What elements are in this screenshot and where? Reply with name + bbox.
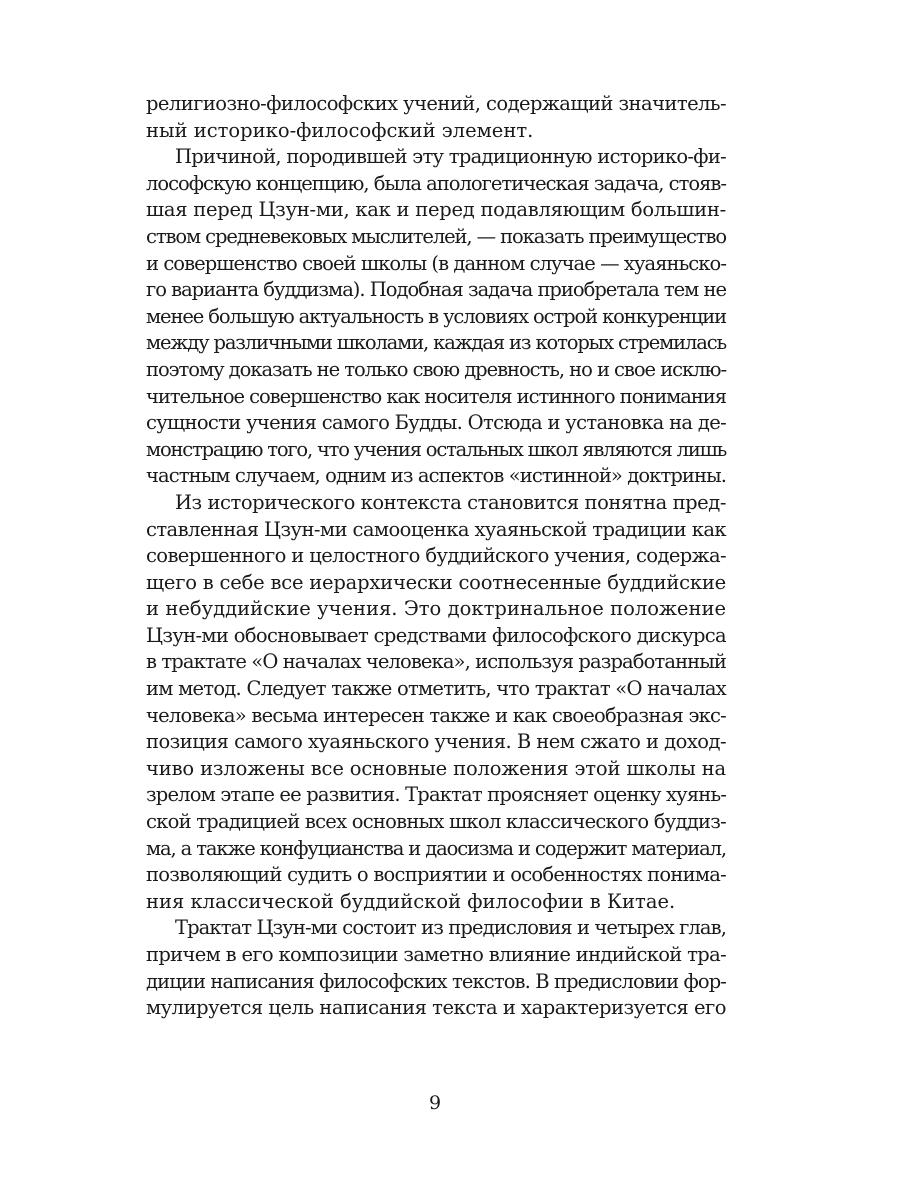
text-line: человека» весьма интересен также и как своеобразная экс- bbox=[146, 703, 726, 727]
text-line: в трактате «О началах человека», используя разработанный bbox=[146, 650, 726, 674]
text-line: чительное совершенство как носителя истинного понимания bbox=[146, 384, 726, 408]
text-line: зрелом этапе ее развития. Трактат проясняет оценку хуянь- bbox=[146, 783, 726, 807]
text-line: между различными школами, каждая из которых стремилась bbox=[146, 331, 727, 355]
text-line: ской традицией всех основных школ классического буддиз- bbox=[146, 810, 726, 834]
text-line: религиозно-философских учений, содержащий значитель- bbox=[146, 92, 726, 115]
text-line: щего в себе все иерархически соотнесенные буддийские bbox=[146, 570, 726, 594]
text-line: и небуддийские учения. Это доктринальное положение bbox=[146, 597, 726, 621]
text-line: шая перед Цзун-ми, как и перед подавляющим большин- bbox=[146, 198, 726, 222]
text-line: ством средневековых мыслителей, — показать преимущество bbox=[146, 224, 726, 248]
text-line: позволяющий судить о восприятии и особенностях понима- bbox=[146, 863, 727, 887]
body-text bbox=[146, 91, 726, 1022]
text-line: совершенного и целостного буддийского учения, содержа- bbox=[146, 544, 726, 568]
text-line: позиция самого хуаяньского учения. В нем сжато и доход- bbox=[146, 730, 727, 754]
text-line: им метод. Следует также отметить, что трактат «О началах bbox=[146, 677, 726, 701]
text-line: и совершенство своей школы (в данном случае — хуаяньско- bbox=[146, 251, 726, 275]
page-number: 9 bbox=[428, 1092, 442, 1114]
text-line: мулируется цель написания текста и характеризуется его bbox=[146, 996, 726, 1020]
text-line: ставленная Цзун-ми самооценка хуаяньской традиции как bbox=[146, 517, 726, 541]
text-line: сущности учения самого Будды. Отсюда и установка на де- bbox=[146, 411, 726, 435]
text-line: ный историко-философский элемент. bbox=[146, 118, 534, 142]
text-line: ма, а также конфуцианства и даосизма и содержит материал, bbox=[146, 836, 726, 860]
text-line: монстрацию того, что учения остальных школ являются лишь bbox=[146, 437, 726, 461]
text-line: Причиной, породившей эту традиционную историко-фи- bbox=[175, 145, 726, 169]
text-line: причем в его композиции заметно влияние индийской тра- bbox=[146, 943, 726, 966]
text-line: лософскую концепцию, была апологетическая задача, стояв- bbox=[146, 171, 726, 195]
text-line: ния классической буддийской философии в Китае. bbox=[146, 889, 676, 913]
text-line: чиво изложены все основные положения этой школы на bbox=[146, 756, 726, 780]
text-line: частным случаем, одним из аспектов «истинной» доктрины. bbox=[146, 464, 726, 488]
text-line: диции написания философских текстов. В предисловии фор- bbox=[146, 969, 726, 993]
text-line: Трактат Цзун-ми состоит из предисловия и четырех глав, bbox=[175, 916, 726, 940]
text-line: поэтому доказать не только свою древность, но и свое исклю- bbox=[146, 357, 726, 381]
text-line: го варианта буддизма). Подобная задача приобретала тем не bbox=[146, 278, 726, 302]
text-line: Из исторического контекста становится понятна пред- bbox=[175, 490, 726, 514]
text-line: менее большую актуальность в условиях острой конкуренции bbox=[146, 304, 726, 328]
text-line: Цзун-ми обосновывает средствами философского дискурса bbox=[146, 623, 726, 647]
